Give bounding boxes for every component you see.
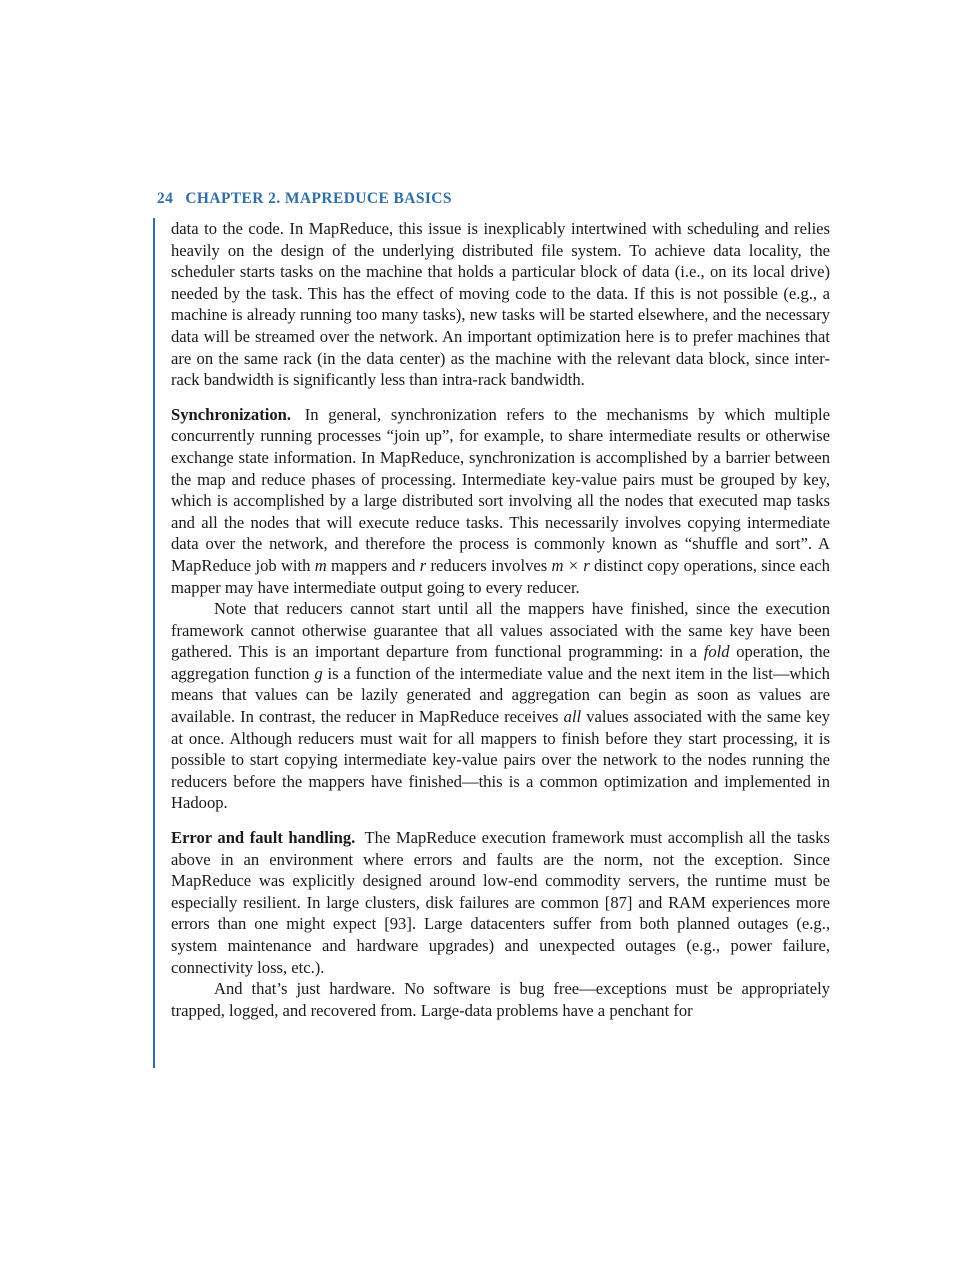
note-text: values associated with the same key at once. Although reducers must wait for all mappers to finish before they start processing, it is possible to start copying intermediate key-value pairs over the network to the nodes running the reducers before the mappers have finished—this is a common optimization and implemented in Hadoop. <box>171 707 830 813</box>
fault-handling-heading: Error and fault handling. <box>171 828 356 848</box>
paragraph-reducers-note <box>171 598 830 814</box>
sync-text: reducers involves <box>430 555 548 575</box>
running-head <box>157 190 452 208</box>
note-text: Note that reducers cannot start until all the mappers have finished, since the execution framework cannot otherwise guarantee that all values associated with the same key have been gathered. This is an important departure from functional programming: in a <box>171 599 830 662</box>
paragraph-synchronization <box>171 404 830 598</box>
paragraph-software-bugs: And that’s just hardware. No software is bug free—exceptions must be appropriately trapped, logged, and recovered from. Large-data problems have a penchant for <box>171 979 830 1020</box>
math-m: m <box>314 555 327 575</box>
math-r: r <box>419 555 427 575</box>
synchronization-heading: Synchronization. <box>171 404 292 424</box>
note-text: operation, the aggregation function <box>171 642 831 683</box>
margin-bar <box>153 218 155 1068</box>
sync-text: In general, synchronization refers to the mechanisms by which multiple concurrently running processes “join up”, for example, to share intermediate results or otherwise exchange state information. In MapReduce, synchronization is accomplished by a barrier between the map and reduce phases of processing. Intermediate key-value pairs must be grouped by key, which is accomplished by a large distributed sort involving all the nodes that executed map tasks and all the nodes that will execute reduce tasks. This necessarily involves copying intermediate data over the network, and therefore the process is commonly known as “shuffle and sort”. A MapReduce job with <box>171 404 830 575</box>
emphasis-fold: fold <box>703 642 730 662</box>
chapter-title: CHAPTER 2. MAPREDUCE BASICS <box>185 190 452 207</box>
sync-text: distinct copy operations, since each mapper may have intermediate output going to every reducer. <box>171 555 830 597</box>
emphasis-all: all <box>563 707 582 727</box>
note-text: is a function of the intermediate value and the next item in the list—which means that values can be lazily generated and aggregation can begin as soon as values are available. In contrast, the reducer in MapReduce receives <box>171 663 830 727</box>
sync-text: mappers and <box>331 555 416 575</box>
math-m-times-r: m × r <box>551 555 590 575</box>
fault-text: The MapReduce execution framework must accomplish all the tasks above in an environment where errors and faults are the norm, not the exception. Since MapReduce was explicitly designed around low-end commodity servers, the runtime must be especially resilient. In large clusters, disk failures are common [87] and RAM experiences more errors than one might expect [93]. Large datacenters suffer from both planned outages (e.g., system maintenance and hardware upgrades) and unexpected outages (e.g., power failure, connectivity loss, etc.). <box>171 828 831 977</box>
paragraph-fault-handling <box>171 827 830 978</box>
paragraph-data-locality: data to the code. In MapReduce, this issue is inexplicably intertwined with scheduling and relies heavily on the design of the underlying distributed file system. To achieve data locality, the scheduler starts tasks on the machine that holds a particular block of data (i.e., on its local drive) needed by the task. This has the effect of moving code to the data. If this is not possible (e.g., a machine is already running too many tasks), new tasks will be started elsewhere, and the necessary data will be streamed over the network. An important optimization here is to prefer machines that are on the same rack (in the data center) as the machine with the relevant data block, since inter-rack bandwidth is significantly less than intra-rack bandwidth. <box>171 219 830 390</box>
math-g: g <box>314 663 323 683</box>
page-number: 24 <box>157 190 174 207</box>
page-content <box>171 218 830 1021</box>
